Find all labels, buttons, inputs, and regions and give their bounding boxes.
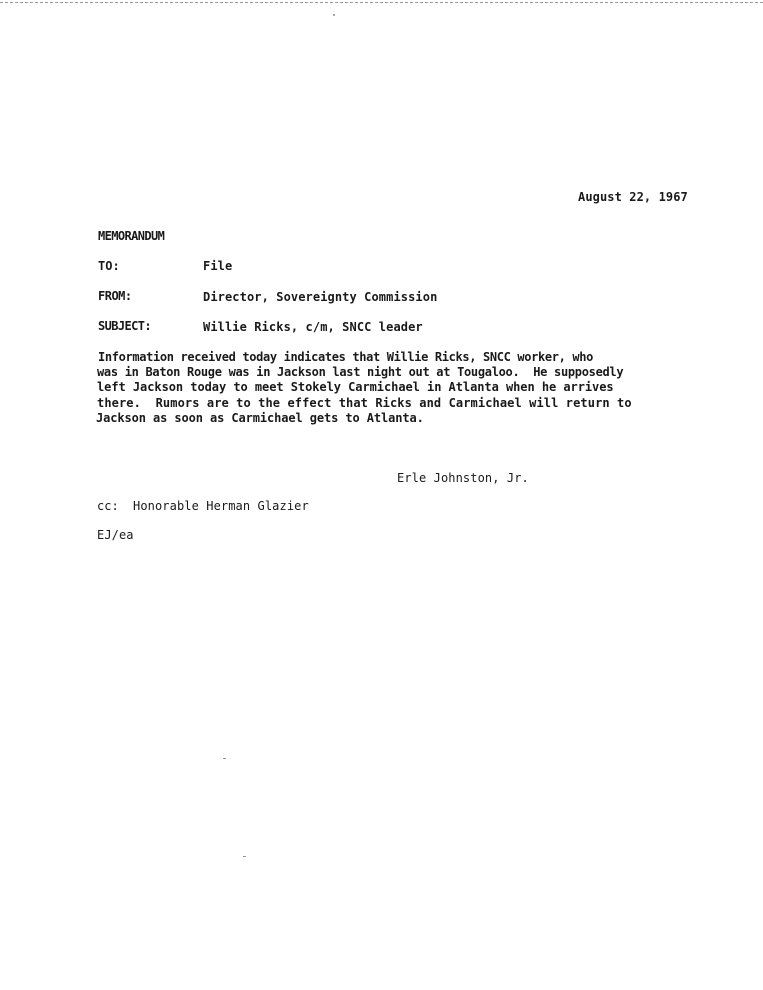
subject-label: SUBJECT: [98,319,151,333]
from-label: FROM: [98,289,132,303]
body-line: was in Baton Rouge was in Jackson last night out at Tougaloo. He supposedly [97,365,624,379]
page-top-edge [0,2,763,3]
typist-initials: EJ/ea [97,528,134,542]
scan-speck [333,14,335,16]
to-label: TO: [98,259,120,273]
subject-value: Willie Ricks, c/m, SNCC leader [203,320,423,334]
body-line: left Jackson today to meet Stokely Carmichael in Atlanta when he arrives [97,380,614,394]
to-value: File [203,259,233,273]
signature-name: Erle Johnston, Jr. [397,471,529,485]
cc-label: cc: [97,499,119,513]
body-line: Jackson as soon as Carmichael gets to Atlanta. [96,411,424,425]
memo-heading: MEMORANDUM [98,229,165,243]
scan-speck [223,758,226,759]
memo-date: August 22, 1967 [578,190,688,204]
scan-speck [243,856,246,857]
body-line: Information received today indicates that Willie Ricks, SNCC worker, who [98,350,593,364]
cc-value: Honorable Herman Glazier [133,499,309,513]
from-value: Director, Sovereignty Commission [203,290,438,304]
body-line: there. Rumors are to the effect that Ricks and Carmichael will return to [97,396,632,410]
